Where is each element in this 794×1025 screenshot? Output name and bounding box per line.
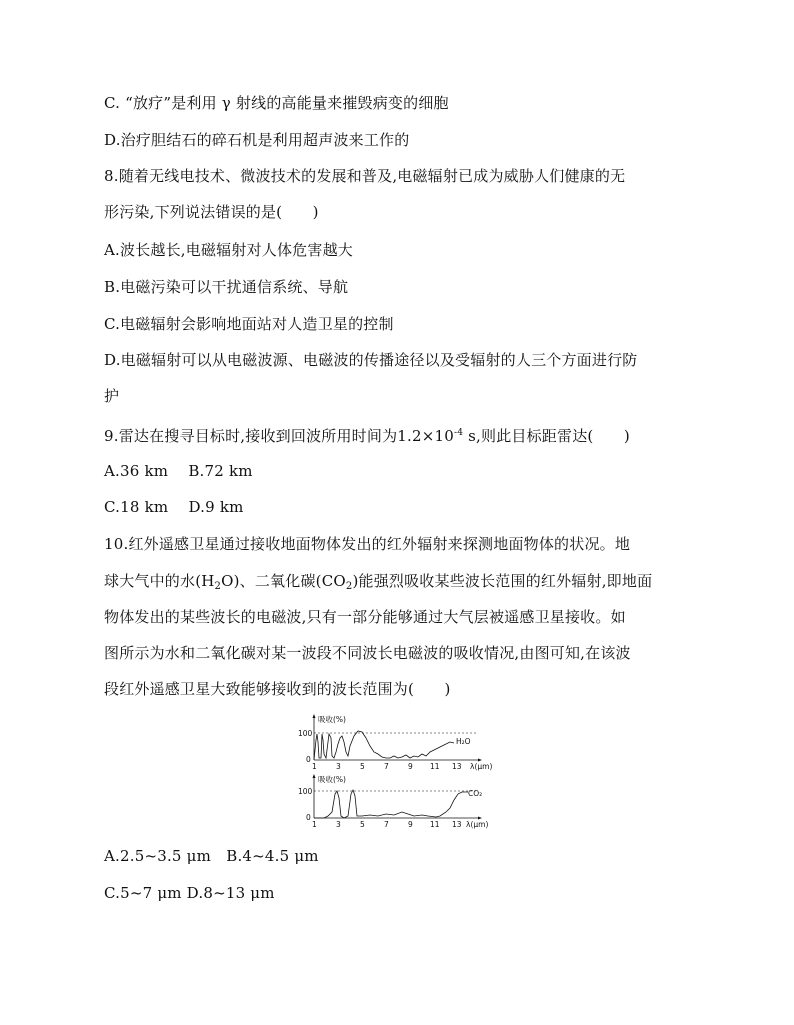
question-10-stem-line2 [104,571,652,597]
option-8a: A.波长越长,电磁辐射对人体危害越大 [104,241,353,259]
q10-part-c: )能强烈吸收某些波长范围的红外辐射,即地面 [352,572,653,590]
option-8d-line1: D.电磁辐射可以从电磁波源、电磁波的传播途径以及受辐射的人三个方面进行防 [104,351,638,369]
co2-y-arrow [313,774,316,778]
option-8b: B.电磁污染可以干扰通信系统、导航 [104,278,349,296]
h2o-tick-7: 7 [384,762,389,771]
co2-tick-13: 13 [452,820,462,829]
absorption-figure [290,712,502,830]
q9-part-b: s,则此目标距雷达( ) [463,427,630,445]
question-9-stem [104,423,630,446]
q10-part-a: 球大气中的水(H [104,572,215,590]
h2o-tick-5: 5 [360,762,365,771]
q10-part-b: O)、二氧化碳(CO [221,572,346,590]
h2o-y100: 100 [298,729,313,738]
co2-y100: 100 [298,787,313,796]
co2-ylabel: 吸收(%) [318,775,346,784]
q9-exponent: -4 [454,428,464,438]
question-8-stem-line2: 形污染,下列说法错误的是( ) [104,203,319,221]
option-8d-line2: 护 [104,387,120,405]
options-9cd: C.18 km D.9 km [104,498,244,516]
q9-part-a: 9.雷达在搜寻目标时,接收到回波所用时间为1.2×10 [104,427,454,445]
h2o-tick-3: 3 [336,762,341,771]
option-7c: C. “放疗”是利用 γ 射线的高能量来摧毁病变的细胞 [104,94,449,112]
h2o-tick-1: 1 [312,762,317,771]
h2o-tick-13: 13 [452,762,462,771]
co2-tick-5: 5 [360,820,365,829]
h2o-tick-11: 11 [430,762,440,771]
co2-tick-9: 9 [408,820,413,829]
options-10cd: C.5~7 μm D.8~13 μm [104,884,275,902]
question-8-stem-line1: 8.随着无线电技术、微波技术的发展和普及,电磁辐射已成为威胁人们健康的无 [104,167,626,185]
question-10-stem-line1: 10.红外遥感卫星通过接收地面物体发出的红外辐射来探测地面物体的状况。地 [104,535,631,553]
options-9ab: A.36 km B.72 km [104,462,253,480]
co2-label: CO₂ [468,789,483,798]
h2o-tick-9: 9 [408,762,413,771]
options-10ab: A.2.5~3.5 μm B.4~4.5 μm [104,847,319,865]
option-7d: D.治疗胆结石的碎石机是利用超声波来工作的 [104,131,410,149]
co2-tick-7: 7 [384,820,389,829]
h2o-y0: 0 [306,755,311,764]
co2-tick-1: 1 [312,820,317,829]
co2-panel [298,774,488,829]
question-10-stem-line3: 物体发出的某些波长的电磁波,只有一部分能够通过大气层被遥感卫星接收。如 [104,608,626,626]
q10-sub-2: 2 [345,581,353,592]
co2-xlabel: λ(μm) [466,820,489,829]
h2o-label: H₂O [456,737,471,746]
h2o-ylabel: 吸收(%) [318,715,346,724]
q10-sub-1: 2 [214,581,222,592]
co2-tick-3: 3 [336,820,341,829]
h2o-panel [298,714,492,771]
option-8c: C.电磁辐射会影响地面站对人造卫星的控制 [104,315,394,333]
question-10-stem-line5: 段红外遥感卫星大致能够接收到的波长范围为( ) [104,680,451,698]
co2-curve [314,790,468,818]
h2o-xlabel: λ(μm) [470,762,493,771]
h2o-curve [314,731,454,760]
h2o-y-arrow [313,714,316,718]
question-10-stem-line4: 图所示为水和二氧化碳对某一波段不同波长电磁波的吸收情况,由图可知,在该波 [104,644,631,662]
absorption-graph [290,712,502,830]
co2-tick-11: 11 [430,820,440,829]
co2-y0: 0 [306,813,311,822]
